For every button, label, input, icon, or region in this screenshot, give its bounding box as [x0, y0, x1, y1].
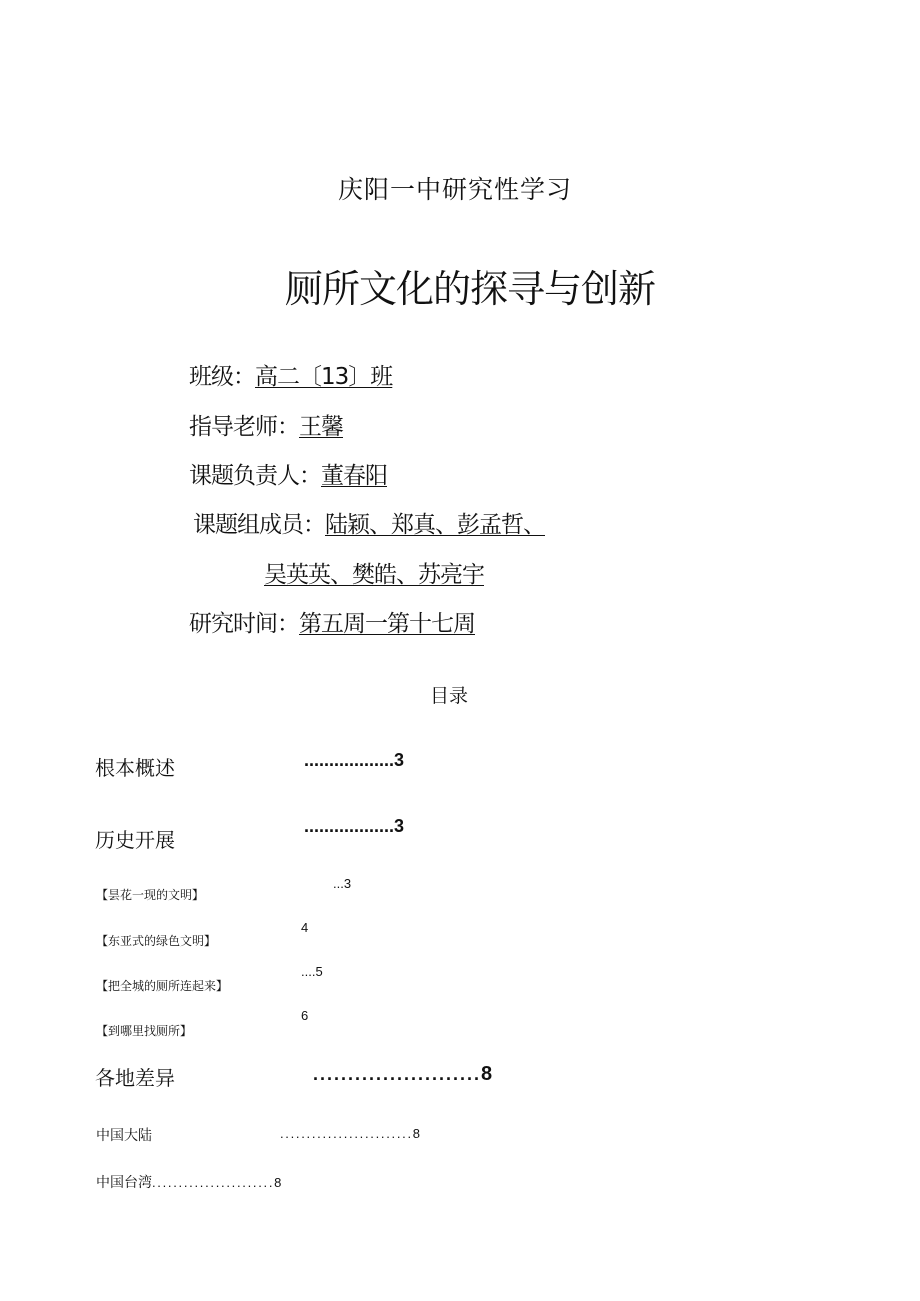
class-value: 高二〔13〕班	[255, 364, 393, 390]
leader-value: 董春阳	[321, 463, 387, 489]
teacher-value: 王馨	[299, 414, 343, 440]
toc-item-leader	[313, 1063, 494, 1086]
toc-item-leader	[304, 816, 404, 837]
toc-item-label: 历史开展	[95, 828, 175, 852]
teacher-line	[189, 408, 343, 441]
leader-line	[189, 457, 387, 490]
members-line	[193, 506, 545, 539]
time-line	[189, 605, 475, 638]
toc-heading: 目录	[429, 685, 468, 707]
toc-item-dots: .......................	[152, 1175, 275, 1190]
members-value-line1: 陆颖、郑真、彭孟哲、	[325, 512, 545, 538]
school-subtitle: 庆阳一中研究性学习	[337, 175, 572, 204]
members-line-2	[264, 556, 484, 589]
toc-item-label: 【到哪里找厕所】	[96, 1024, 193, 1038]
toc-item-dots: ..................	[304, 816, 395, 836]
toc-item-label: 根本概述	[95, 756, 175, 780]
toc-item-leader	[96, 1172, 281, 1192]
toc-item-leader	[301, 1008, 308, 1023]
toc-item-dots: ..................	[304, 750, 395, 770]
class-line	[189, 358, 392, 391]
toc-item-page: 8	[412, 1126, 422, 1141]
toc-item-label: 中国大陆	[96, 1128, 152, 1144]
toc-item-page: 6	[301, 1008, 309, 1023]
toc-item-page: 3	[394, 816, 405, 836]
toc-item-dots: .........................	[280, 1126, 413, 1141]
toc-item-leader	[333, 876, 351, 891]
members-value-line2: 吴英英、樊皓、苏亮宇	[264, 562, 484, 588]
toc-item-dots: ........................	[313, 1064, 482, 1084]
toc-item-page: 4	[301, 920, 309, 935]
toc-item-leader	[301, 964, 323, 979]
toc-item-dots: ....	[301, 964, 316, 979]
toc-item-dots: ...	[333, 876, 344, 891]
class-label: 班级：	[189, 364, 255, 390]
toc-item-page: 5	[315, 964, 323, 979]
toc-item-page: 3	[394, 750, 405, 770]
document-title: 厕所文化的探寻与创新	[284, 269, 655, 311]
toc-item-leader	[280, 1126, 422, 1141]
time-label: 研究时间：	[189, 611, 299, 637]
toc-item-label: 【东亚式的绿色文明】	[96, 934, 217, 948]
toc-item-label: 【把全城的厕所连起来】	[96, 979, 229, 993]
toc-item-label: 【昙花一现的文明】	[96, 888, 205, 902]
toc-item-page: 3	[343, 876, 352, 891]
toc-item-page: 8	[274, 1175, 282, 1190]
toc-item-page: 8	[481, 1063, 495, 1085]
toc-item-leader	[304, 750, 404, 771]
toc-item-label: 中国台湾	[96, 1175, 152, 1191]
toc-item-leader	[301, 920, 308, 935]
leader-label: 课题负责人：	[189, 463, 321, 489]
members-label: 课题组成员：	[193, 512, 325, 538]
teacher-label: 指导老师：	[189, 414, 299, 440]
toc-item-label: 各地差异	[95, 1066, 175, 1090]
time-value: 第五周一第十七周	[299, 611, 475, 637]
